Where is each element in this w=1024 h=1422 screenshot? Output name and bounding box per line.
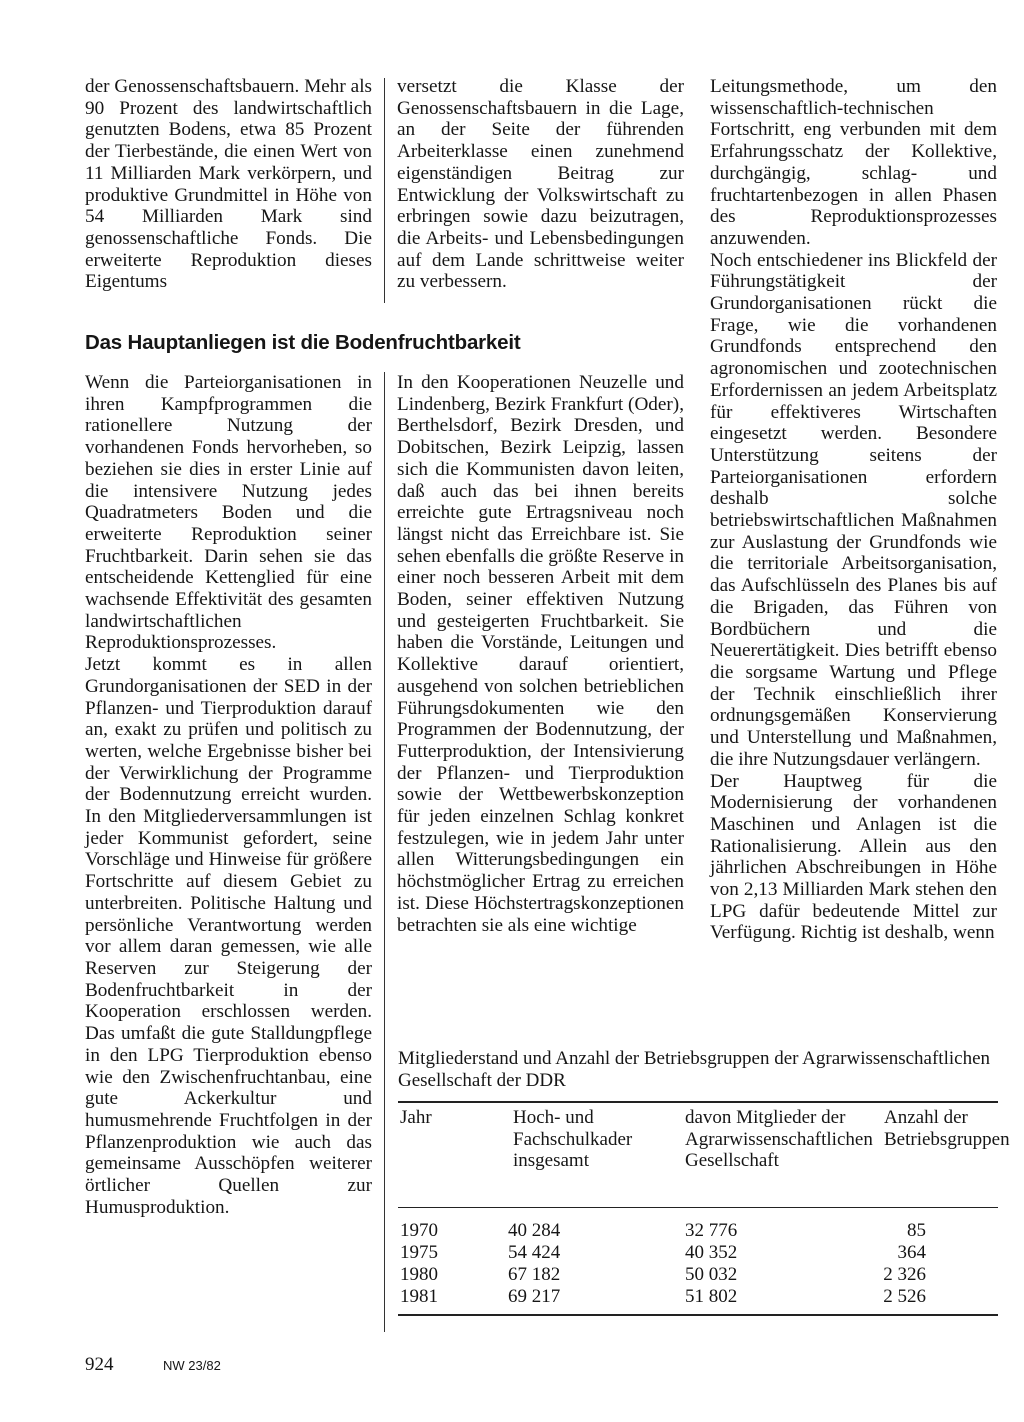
page-number: 924 <box>85 1354 114 1375</box>
column-divider <box>384 372 385 1332</box>
cell-groups: 2 526 <box>883 1286 926 1308</box>
paragraph: Noch entschiedener ins Blickfeld der Führungstätigkeit der Grundorganisationen rückt die Frage, wie die vorhandenen Grundfonds entsprechend den agronomischen und zootechnischen Erfordernissen an jedem Arbeitsplatz für effektiveres Wirtschaften eingesetzt werden. Besondere Unterstützung seitens der Parteiorganisationen erfordern deshalb solche betriebswirtschaftlichen Maßnahmen zur Auslastung der Grundfonds wie die territoriale Arbeitsorganisation, das Aufschlüsseln des Planes bis auf die Brigaden, das Führen von Bordbüchern und die Neuerertätigkeit. Dies betrifft ebenso die sorgsame Wartung und Pflege der Technik einschließlich ihrer ordnungsgemäßen Konservierung und Unterstellung und Maßnahmen, die ihre Nutzungsdauer verlängern. <box>710 249 997 770</box>
cell-members: 50 032 <box>685 1264 738 1286</box>
table-rule <box>398 1314 998 1316</box>
cell-cadre-total: 54 424 <box>508 1242 561 1264</box>
paragraph: Jetzt kommt es in allen Grundorganisationen der SED in der Pflanzen- und Tierproduktion darauf an, exakt zu prüfen und politisch zu werten, welche Ergebnisse bisher bei der Verwirklichung der Programme der Bodennutzung erreicht wurden. In den Mitgliederversammlungen ist jeder Kommunist gefordert, seine Vorschläge und Hinweise für größere Fortschritte auf diesem Gebiet zu unterbreiten. Politische Haltung und persönliche Verantwortung werden vor allem daran gemessen, wie alle Reserven zur Steigerung der Bodenfruchtbarkeit in der Kooperation erschlossen werden. Das umfaßt die gute Stalldungpflege in den LPG Tierproduktion ebenso wie den Zwischenfruchtanbau, eine gute Ackerkultur und humusmehrende Fruchtfolgen in der Pflanzenproduktion wie auch das gemeinsame Ausschöpfen weiterer örtlicher Quellen zur Humusproduktion. <box>85 654 372 1218</box>
header-members: davon Mitglieder der Agrarwissenschaftlichen Gesellschaft <box>685 1106 873 1172</box>
statistics-table <box>398 1048 1010 1316</box>
column-2 <box>397 372 684 936</box>
issue-label: NW 23/82 <box>163 1358 221 1373</box>
table-rule <box>398 1207 998 1209</box>
top-column-1 <box>85 76 372 293</box>
paragraph: Leitungsmethode, um den wissenschaftlich-technischen Fortschritt, eng verbunden mit dem Erfahrungsschatz der Kollektive, durchgängig, schlag- und fruchtartenbezogen in allen Phasen des Reproduktionsprozesses anzuwenden. <box>710 76 997 249</box>
table-row <box>398 1242 998 1264</box>
table-rule <box>398 1101 998 1103</box>
column-1 <box>85 372 372 1218</box>
cell-groups: 85 <box>907 1220 926 1242</box>
cell-members: 51 802 <box>685 1286 738 1308</box>
paragraph: Der Hauptweg für die Modernisierung der vorhandenen Maschinen und Anlagen ist die Rationalisierung. Allein aus den jährlichen Abschreibungen in Höhe von 2,13 Milliarden Mark stehen den LPG dafür bedeutende Mittel zur Verfügung. Richtig ist deshalb, wenn <box>710 770 997 944</box>
paragraph: der Genossenschaftsbauern. Mehr als 90 Prozent des landwirtschaftlich genutzten Bodens, etwa 85 Prozent der Tierbestände, die einen Wert von 11 Milliarden Mark verkörpern, und produktive Grundmittel in Höhe von 54 Milliarden Mark sind genossenschaftliche Fonds. Die erweiterte Reproduktion dieses Eigentums <box>85 76 372 293</box>
cell-cadre-total: 40 284 <box>508 1220 561 1242</box>
cell-cadre-total: 67 182 <box>508 1264 561 1286</box>
table-row <box>398 1286 998 1308</box>
cell-groups: 364 <box>897 1242 926 1264</box>
paragraph: Wenn die Parteiorganisationen in ihren Kampfprogrammen die rationellere Nutzung der vorhandenen Fonds hervorheben, so beziehen sie dies in erster Linie auf die intensivere Nutzung jedes Quadratmeters Boden und die erweiterte Reproduktion seiner Fruchtbarkeit. Darin sehen sie das entscheidende Kettenglied für eine wachsende Effektivität des gesamten landwirtschaftlichen Reproduktionsprozesses. <box>85 372 372 654</box>
header-year: Jahr <box>400 1106 432 1128</box>
cell-members: 40 352 <box>685 1242 738 1264</box>
cell-cadre-total: 69 217 <box>508 1286 561 1308</box>
paragraph: In den Kooperationen Neuzelle und Lindenberg, Bezirk Frankfurt (Oder), Berthelsdorf, Bezirk Dresden, und Dobitschen, Bezirk Leipzig, lassen sich die Kommunisten davon leiten, daß auch das bei ihnen bereits erreichte gute Ertragsniveau noch längst nicht das Erreichbare ist. Sie sehen ebenfalls die größte Reserve in einer noch besseren Arbeit mit dem Boden, seiner effektiven Nutzung und gesteigerten Fruchtbarkeit. Sie haben die Vorstände, Leitungen und Kollektive darauf orientiert, ausgehend von solchen betrieblichen Führungsdokumenten wie den Programmen der Bodennutzung, der Futterproduktion, der Intensivierung der Pflanzen- und Tierproduktion sowie der Wettbewerbskonzeption für jeden einzelnen Schlag konkret festzulegen, wie in jedem Jahr unter allen Witterungsbedingungen ein höchstmöglicher Ertrag zu erreichen ist. Diese Höchstertragskonzeptionen betrachten sie als eine wichtige <box>397 372 684 936</box>
section-heading: Das Hauptanliegen ist die Bodenfruchtbarkeit <box>85 331 521 354</box>
cell-year: 1981 <box>400 1286 438 1308</box>
table-header <box>398 1106 1010 1207</box>
column-3 <box>710 76 997 944</box>
cell-year: 1975 <box>400 1242 438 1264</box>
table-row <box>398 1220 998 1242</box>
top-column-2 <box>397 76 684 293</box>
cell-groups: 2 326 <box>883 1264 926 1286</box>
table-body <box>398 1220 998 1308</box>
cell-year: 1970 <box>400 1220 438 1242</box>
cell-members: 32 776 <box>685 1220 738 1242</box>
cell-year: 1980 <box>400 1264 438 1286</box>
header-cadre-total: Hoch- und Fachschulkader insgesamt <box>513 1106 633 1172</box>
column-divider <box>384 78 385 303</box>
paragraph: versetzt die Klasse der Genossenschaftsbauern in die Lage, an der Seite der führenden Arbeiterklasse einen zunehmend eigenständigen Beitrag zur Entwicklung der Volkswirtschaft zu erbringen sowie dazu beizutragen, die Arbeits- und Lebensbedingungen auf dem Lande schrittweise weiter zu verbessern. <box>397 76 684 293</box>
header-groups: Anzahl der Betriebsgruppen <box>884 1106 1010 1150</box>
table-caption: Mitgliederstand und Anzahl der Betriebsgruppen der Agrarwissenschaftlichen Gesellschaft der DDR <box>398 1048 990 1091</box>
table-row <box>398 1264 998 1286</box>
